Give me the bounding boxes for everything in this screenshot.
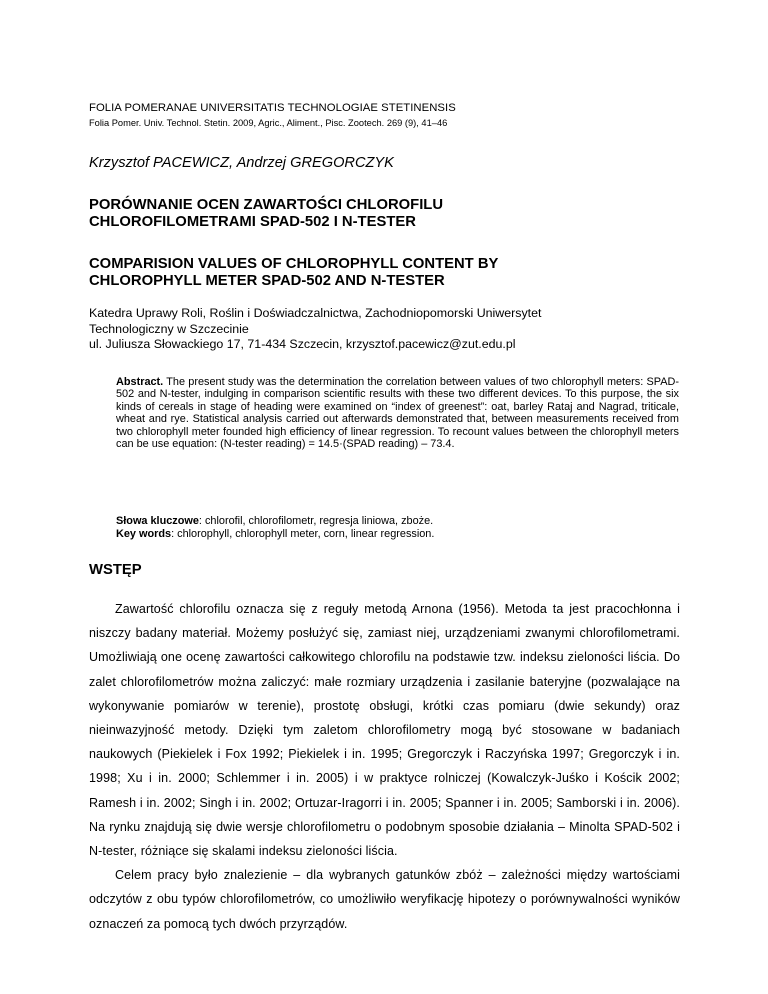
body-text [89,597,680,936]
affiliation [89,306,689,353]
title-polish-line: PORÓWNANIE OCEN ZAWARTOŚCI CHLOROFILU [89,197,444,213]
keywords-polish-label: Słowa kluczowe [116,515,199,527]
title-polish-line: CHLOROFILOMETRAMI SPAD-502 I N-TESTER [89,214,416,230]
paragraph: Celem pracy było znalezienie – dla wybranych gatunków zbóż – zależności między wartościami odczytów z obu typów chlorofilometrów, co umożliwiło weryfikację hipotezy o porównywalności wyników oznaczeń za pomocą tych dwóch przyrządów. [89,868,680,931]
affiliation-line: ul. Juliusza Słowackiego 17, 71-434 Szczecin, krzysztof.pacewicz@zut.edu.pl [89,337,516,351]
section-heading: WSTĘP [89,562,142,578]
keywords-english-text: : chlorophyll, chlorophyll meter, corn, linear regression. [171,528,435,540]
title-english-line: CHLOROPHYLL METER SPAD-502 AND N-TESTER [89,273,445,289]
journal-name: FOLIA POMERANAE UNIVERSITATIS TECHNOLOGIAE STETINENSIS [89,102,456,114]
affiliation-line: Katedra Uprawy Roli, Roślin i Doświadczalnictwa, Zachodniopomorski Uniwersytet [89,306,542,320]
title-polish [89,197,689,231]
title-english [89,256,689,290]
keywords [116,515,679,541]
keywords-polish-text: : chlorofil, chlorofilometr, regresja liniowa, zboże. [198,515,434,527]
keywords-polish [116,515,679,528]
authors: Krzysztof PACEWICZ, Andrzej GREGORCZYK [89,155,394,171]
journal-citation: Folia Pomer. Univ. Technol. Stetin. 2009, Agric., Aliment., Pisc. Zootech. 269 (9), 41–46 [89,118,448,128]
paragraph: Zawartość chlorofilu oznacza się z reguły metodą Arnona (1956). Metoda ta jest pracochłonna i niszczy badany materiał. Możemy posłużyć się, zamiast niej, urządzeniami zwanymi chlorofilometrami. Umożliwiają one ocenę zawartości całkowitego chlorofilu na podstawie tzw. indeksu zieloności liścia. Do zalet chlorofilometrów można zaliczyć: małe rozmiary urządzenia i zasilanie bateryjne (pozwalające na wykonywanie pomiarów w terenie), prostotę obsługi, krótki czas pomiaru (dwie sekundy) oraz nieinwazyjność metody. Dzięki tym zaletom chlorofilometry mogą być stosowane w badaniach naukowych (Piekielek i Fox 1992; Piekielek i in. 1995; Gregorczyk i Raczyńska 1997; Gregorczyk i in. 1998; Xu i in. 2000; Schlemmer i in. 2005) i w praktyce rolniczej (Kowalczyk-Juśko i Kościk 2002; Ramesh i in. 2002; Singh i in. 2002; Ortuzar-Iragorri i in. 2005; Spanner i in. 2005; Samborski i in. 2006). Na rynku znajdują się dwie wersje chlorofilometru o podobnym sposobie działania – Minolta SPAD-502 i N-tester, różniące się skalami indeksu zieloności liścia. [89,602,680,859]
affiliation-line: Technologiczny w Szczecinie [89,321,249,336]
title-english-line: COMPARISION VALUES OF CHLOROPHYLL CONTENT BY [89,256,499,272]
abstract-text: The present study was the determination the correlation between values of two chlorophyll meters: SPAD-502 and N-tester, indulging in comparison scientific results with these two different devices. To this purpose, the six kinds of cereals in stage of heading were examined on “index of greenest”: oat, barley Rataj and Nagrad, triticale, wheat and rye. Statistical analysis carried out afterwards demonstrated that, between measurements received from two chlorophyll meter founded high efficiency of linear regression. To recount values between the chlorophyll meters can be use equation: (N-tester reading) = 14.5·(SPAD reading) – 73.4. [116,376,679,451]
keywords-english [116,528,679,541]
abstract [116,376,679,450]
keywords-english-label: Key words [116,528,172,540]
abstract-label: Abstract. [116,376,164,388]
